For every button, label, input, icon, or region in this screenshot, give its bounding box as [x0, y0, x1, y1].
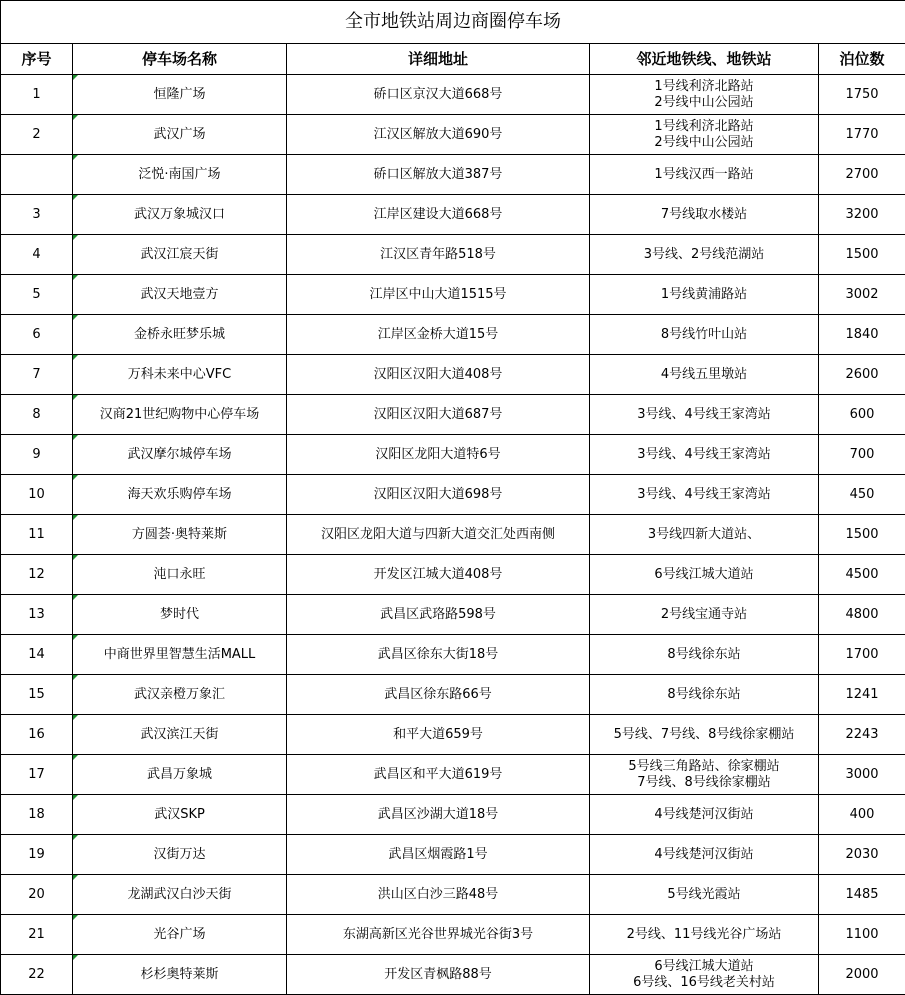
- metro-line-text: 8号线徐东站: [590, 687, 818, 703]
- table-row: [1, 275, 905, 315]
- cell-name: 中商世界里智慧生活MALL: [73, 635, 287, 675]
- cell-no: 1: [1, 75, 73, 115]
- cell-address: 汉阳区汉阳大道698号: [287, 475, 590, 515]
- metro-line-text: 2号线中山公园站: [590, 95, 818, 111]
- cell-metro: [590, 275, 819, 315]
- cell-address: 江岸区中山大道1515号: [287, 275, 590, 315]
- cell-no: 10: [1, 475, 73, 515]
- cell-name: 武汉亲橙万象汇: [73, 675, 287, 715]
- cell-spaces: 1770: [819, 115, 905, 155]
- cell-no: 22: [1, 955, 73, 995]
- table-title: 全市地铁站周边商圈停车场: [1, 1, 905, 44]
- cell-no: 3: [1, 195, 73, 235]
- cell-address: 汉阳区龙阳大道与四新大道交汇处西南侧: [287, 515, 590, 555]
- table-row: [1, 755, 905, 795]
- cell-no: 2: [1, 115, 73, 155]
- cell-address: 武昌区武珞路598号: [287, 595, 590, 635]
- cell-spaces: 2000: [819, 955, 905, 995]
- cell-spaces: 2243: [819, 715, 905, 755]
- cell-spaces: 1100: [819, 915, 905, 955]
- cell-spaces: 3200: [819, 195, 905, 235]
- table-row: [1, 715, 905, 755]
- cell-metro: [590, 595, 819, 635]
- cell-address: 江岸区建设大道668号: [287, 195, 590, 235]
- table-row: [1, 835, 905, 875]
- cell-name: 方圆荟·奥特莱斯: [73, 515, 287, 555]
- cell-name: 武汉摩尔城停车场: [73, 435, 287, 475]
- cell-address: 武昌区徐东大街18号: [287, 635, 590, 675]
- table-row: [1, 555, 905, 595]
- metro-line-text: 5号线光霞站: [590, 887, 818, 903]
- cell-metro: [590, 915, 819, 955]
- cell-no: 11: [1, 515, 73, 555]
- cell-name: 泛悦·南国广场: [73, 155, 287, 195]
- metro-line-text: 7号线、8号线徐家棚站: [590, 775, 818, 791]
- cell-address: 汉阳区汉阳大道687号: [287, 395, 590, 435]
- metro-line-text: 1号线利济北路站: [590, 119, 818, 135]
- cell-no: 14: [1, 635, 73, 675]
- metro-line-text: 7号线取水楼站: [590, 207, 818, 223]
- metro-line-text: 4号线五里墩站: [590, 367, 818, 383]
- table-row: [1, 875, 905, 915]
- table-row: [1, 915, 905, 955]
- cell-metro: [590, 555, 819, 595]
- cell-metro: [590, 755, 819, 795]
- cell-no: 4: [1, 235, 73, 275]
- table-row: [1, 635, 905, 675]
- table-row: [1, 115, 905, 155]
- metro-line-text: 8号线竹叶山站: [590, 327, 818, 343]
- cell-spaces: 2030: [819, 835, 905, 875]
- cell-spaces: 1840: [819, 315, 905, 355]
- cell-address: 和平大道659号: [287, 715, 590, 755]
- metro-line-text: 3号线、2号线范湖站: [590, 247, 818, 263]
- metro-line-text: 1号线汉西一路站: [590, 167, 818, 183]
- metro-line-text: 1号线利济北路站: [590, 79, 818, 95]
- cell-no: 9: [1, 435, 73, 475]
- cell-metro: [590, 515, 819, 555]
- header-row: [1, 44, 905, 75]
- metro-line-text: 3号线、4号线王家湾站: [590, 407, 818, 423]
- header-name: 停车场名称: [73, 44, 287, 75]
- metro-line-text: 3号线、4号线王家湾站: [590, 447, 818, 463]
- cell-no: 6: [1, 315, 73, 355]
- cell-spaces: 3000: [819, 755, 905, 795]
- cell-metro: [590, 955, 819, 995]
- metro-line-text: 8号线徐东站: [590, 647, 818, 663]
- cell-spaces: 4800: [819, 595, 905, 635]
- cell-address: 洪山区白沙三路48号: [287, 875, 590, 915]
- cell-address: 开发区青枫路88号: [287, 955, 590, 995]
- cell-no: 21: [1, 915, 73, 955]
- cell-spaces: 3002: [819, 275, 905, 315]
- cell-name: 武汉广场: [73, 115, 287, 155]
- header-spaces: 泊位数: [819, 44, 905, 75]
- cell-address: 东湖高新区光谷世界城光谷街3号: [287, 915, 590, 955]
- metro-line-text: 2号线、11号线光谷广场站: [590, 927, 818, 943]
- cell-spaces: 2700: [819, 155, 905, 195]
- cell-metro: [590, 475, 819, 515]
- cell-address: 武昌区烟霞路1号: [287, 835, 590, 875]
- cell-no: 15: [1, 675, 73, 715]
- cell-metro: [590, 675, 819, 715]
- cell-no: [1, 155, 73, 195]
- cell-metro: [590, 875, 819, 915]
- metro-line-text: 3号线、4号线王家湾站: [590, 487, 818, 503]
- cell-metro: [590, 835, 819, 875]
- cell-name: 武汉SKP: [73, 795, 287, 835]
- metro-line-text: 5号线三角路站、徐家棚站: [590, 759, 818, 775]
- cell-address: 硚口区京汉大道668号: [287, 75, 590, 115]
- table-row: [1, 155, 905, 195]
- table-row: [1, 435, 905, 475]
- table-row: [1, 75, 905, 115]
- cell-name: 汉街万达: [73, 835, 287, 875]
- cell-metro: [590, 715, 819, 755]
- cell-spaces: 1485: [819, 875, 905, 915]
- table-row: [1, 595, 905, 635]
- metro-line-text: 6号线、16号线老关村站: [590, 975, 818, 991]
- metro-line-text: 5号线、7号线、8号线徐家棚站: [590, 727, 818, 743]
- header-address: 详细地址: [287, 44, 590, 75]
- metro-line-text: 6号线江城大道站: [590, 959, 818, 975]
- cell-name: 龙湖武汉白沙天街: [73, 875, 287, 915]
- cell-name: 汉商21世纪购物中心停车场: [73, 395, 287, 435]
- metro-line-text: 2号线中山公园站: [590, 135, 818, 151]
- cell-name: 梦时代: [73, 595, 287, 635]
- cell-metro: [590, 155, 819, 195]
- cell-spaces: 400: [819, 795, 905, 835]
- cell-address: 汉阳区龙阳大道特6号: [287, 435, 590, 475]
- metro-line-text: 3号线四新大道站、: [590, 527, 818, 543]
- cell-name: 武汉万象城汉口: [73, 195, 287, 235]
- cell-address: 江岸区金桥大道15号: [287, 315, 590, 355]
- cell-address: 硚口区解放大道387号: [287, 155, 590, 195]
- table-row: [1, 315, 905, 355]
- table-row: [1, 195, 905, 235]
- cell-spaces: 4500: [819, 555, 905, 595]
- cell-spaces: 700: [819, 435, 905, 475]
- cell-metro: [590, 75, 819, 115]
- cell-name: 沌口永旺: [73, 555, 287, 595]
- cell-spaces: 1750: [819, 75, 905, 115]
- cell-name: 武昌万象城: [73, 755, 287, 795]
- cell-address: 武昌区和平大道619号: [287, 755, 590, 795]
- table-row: [1, 675, 905, 715]
- metro-line-text: 4号线楚河汉街站: [590, 847, 818, 863]
- cell-no: 17: [1, 755, 73, 795]
- cell-name: 万科未来中心VFC: [73, 355, 287, 395]
- cell-spaces: 600: [819, 395, 905, 435]
- cell-spaces: 450: [819, 475, 905, 515]
- cell-name: 杉杉奥特莱斯: [73, 955, 287, 995]
- metro-line-text: 2号线宝通寺站: [590, 607, 818, 623]
- cell-spaces: 1700: [819, 635, 905, 675]
- cell-name: 金桥永旺梦乐城: [73, 315, 287, 355]
- cell-metro: [590, 195, 819, 235]
- cell-address: 江汉区青年路518号: [287, 235, 590, 275]
- cell-name: 武汉滨江天街: [73, 715, 287, 755]
- cell-spaces: 1241: [819, 675, 905, 715]
- cell-metro: [590, 235, 819, 275]
- cell-address: 武昌区徐东路66号: [287, 675, 590, 715]
- table-row: [1, 395, 905, 435]
- cell-metro: [590, 355, 819, 395]
- header-metro: 邻近地铁线、地铁站: [590, 44, 819, 75]
- cell-address: 开发区江城大道408号: [287, 555, 590, 595]
- cell-metro: [590, 395, 819, 435]
- table-row: [1, 355, 905, 395]
- cell-no: 8: [1, 395, 73, 435]
- cell-name: 武汉江宸天街: [73, 235, 287, 275]
- cell-spaces: 1500: [819, 235, 905, 275]
- cell-metro: [590, 795, 819, 835]
- table-row: [1, 955, 905, 995]
- cell-metro: [590, 635, 819, 675]
- cell-no: 7: [1, 355, 73, 395]
- metro-line-text: 4号线楚河汉街站: [590, 807, 818, 823]
- cell-no: 5: [1, 275, 73, 315]
- cell-name: 武汉天地壹方: [73, 275, 287, 315]
- cell-no: 19: [1, 835, 73, 875]
- table-row: [1, 235, 905, 275]
- cell-no: 16: [1, 715, 73, 755]
- table-row: [1, 795, 905, 835]
- cell-metro: [590, 435, 819, 475]
- cell-no: 18: [1, 795, 73, 835]
- table-row: [1, 515, 905, 555]
- cell-metro: [590, 115, 819, 155]
- cell-address: 汉阳区汉阳大道408号: [287, 355, 590, 395]
- metro-line-text: 6号线江城大道站: [590, 567, 818, 583]
- cell-no: 13: [1, 595, 73, 635]
- cell-address: 武昌区沙湖大道18号: [287, 795, 590, 835]
- cell-address: 江汉区解放大道690号: [287, 115, 590, 155]
- table-row: [1, 475, 905, 515]
- cell-name: 光谷广场: [73, 915, 287, 955]
- cell-name: 恒隆广场: [73, 75, 287, 115]
- cell-spaces: 1500: [819, 515, 905, 555]
- cell-name: 海天欢乐购停车场: [73, 475, 287, 515]
- cell-no: 12: [1, 555, 73, 595]
- cell-no: 20: [1, 875, 73, 915]
- cell-spaces: 2600: [819, 355, 905, 395]
- cell-metro: [590, 315, 819, 355]
- header-no: 序号: [1, 44, 73, 75]
- metro-line-text: 1号线黄浦路站: [590, 287, 818, 303]
